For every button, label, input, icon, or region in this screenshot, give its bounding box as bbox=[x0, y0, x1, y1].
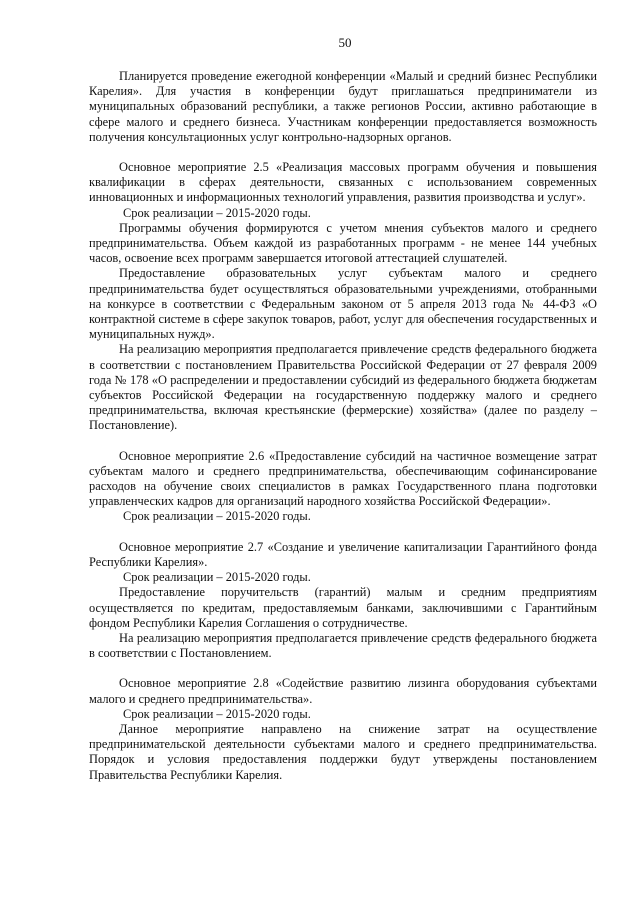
implementation-term: Срок реализации – 2015-2020 годы. bbox=[123, 205, 311, 220]
paragraph: На реализацию мероприятия предполагается привлечение средств федерального бюджета в соответствии с постановлением Правительства Российской Федерации от 27 февраля 2009 года № 178 «О распределении и предоставлении субсидий из федерального бюджета бюджетам субъектов Российской Федерации на государственную поддержку малого и среднего предпринимательства, включая крестьянские (фермерские) хозяйства» (далее по разделу – Постановление). bbox=[89, 342, 597, 433]
page-number: 50 bbox=[338, 35, 352, 50]
paragraph: Основное мероприятие 2.5 «Реализация массовых программ обучения и повышения квалификации в сферах деятельности, связанных с использованием современных инновационных и информационных технологий управления, развития производства и услуг». bbox=[89, 160, 597, 205]
paragraph: Основное мероприятие 2.6 «Предоставление субсидий на частичное возмещение затрат субъектам малого и среднего предпринимательства, обеспечивающим софинансирование расходов на обучение своих специалистов в рамках Государственного плана подготовки управленческих кадров для организаций народного хозяйства Российской Федерации». bbox=[89, 448, 597, 509]
document-page bbox=[89, 33, 597, 783]
implementation-term: Срок реализации – 2015-2020 годы. bbox=[123, 706, 311, 721]
document-body bbox=[89, 69, 597, 783]
paragraph: Предоставление образовательных услуг субъектам малого и среднего предпринимательства будет осуществляться образовательными учреждениями, отобранными на конкурсе в соответствии с Федеральным законом от 5 апреля 2013 года № 44-ФЗ «О контрактной системе в сфере закупок товаров, работ, услуг для обеспечения государственных и муниципальных нужд». bbox=[89, 266, 597, 342]
implementation-term: Срок реализации – 2015-2020 годы. bbox=[123, 509, 311, 524]
paragraph: Планируется проведение ежегодной конференции «Малый и средний бизнес Республики Карелия». Для участия в конференции будут приглашаться предприниматели из муниципальных образований республики, а также регионов России, активно работающие в сфере малого и среднего бизнеса. Участникам конференции предоставляется возможность получения консультационных услуг контрольно-надзорных органов. bbox=[89, 69, 597, 144]
paragraph-gap bbox=[89, 661, 597, 676]
implementation-term: Срок реализации – 2015-2020 годы. bbox=[123, 570, 311, 585]
paragraph: Предоставление поручительств (гарантий) малым и средним предприятиям осуществляется по кредитам, предоставляемым банками, заключившими с Гарантийным фондом Республики Карелия Соглашения о сотрудничестве. bbox=[89, 585, 597, 630]
paragraph-gap bbox=[89, 525, 597, 540]
paragraph: Основное мероприятие 2.7 «Создание и увеличение капитализации Гарантийного фонда Республики Карелия». bbox=[89, 539, 597, 569]
paragraph: Программы обучения формируются с учетом мнения субъектов малого и среднего предпринимательства. Объем каждой из разработанных программ - не менее 144 учебных часов, освоение всех программ завершается итоговой аттестацией слушателей. bbox=[89, 220, 597, 266]
paragraph-gap bbox=[89, 434, 597, 449]
paragraph-gap bbox=[89, 145, 597, 160]
paragraph: Данное мероприятие направлено на снижение затрат на осуществление предпринимательской деятельности субъектами малого и среднего предпринимательства. Порядок и условия предоставления поддержки будут утверждены постановлением Правительства Республики Карелия. bbox=[89, 721, 597, 782]
paragraph: На реализацию мероприятия предполагается привлечение средств федерального бюджета в соответствии с Постановлением. bbox=[89, 630, 597, 661]
paragraph: Основное мероприятие 2.8 «Содействие развитию лизинга оборудования субъектами малого и среднего предпринимательства». bbox=[89, 676, 597, 706]
